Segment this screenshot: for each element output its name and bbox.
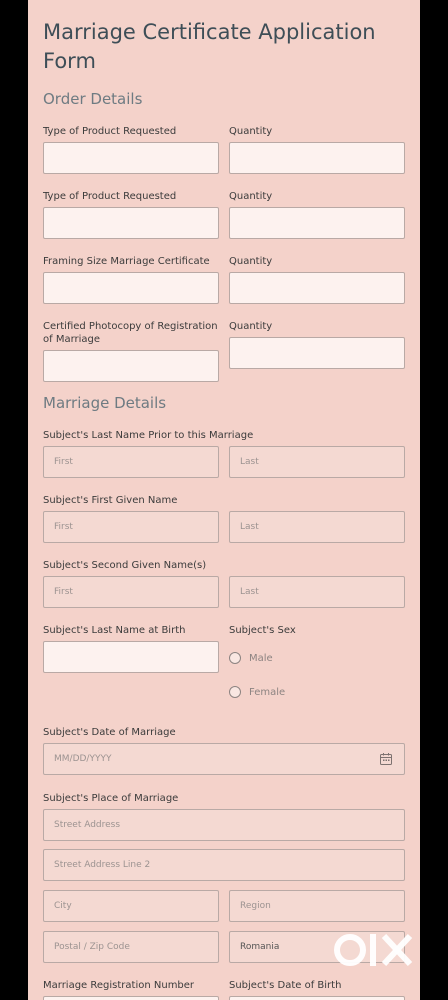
street-address-input[interactable] [43, 809, 405, 841]
sex-option-male[interactable] [229, 652, 273, 664]
product-type-input-1[interactable] [43, 142, 219, 174]
order-details-heading: Order Details [43, 90, 143, 108]
second-given-first-input[interactable] [43, 576, 219, 608]
form-title: Marriage Certificate Application Form [43, 20, 376, 73]
female-radio[interactable] [229, 686, 241, 698]
framing-size-input[interactable] [43, 272, 219, 304]
quantity-input-3[interactable] [229, 272, 405, 304]
quantity-label-4: Quantity [229, 321, 273, 332]
olx-logo [330, 928, 418, 974]
application-form [28, 0, 420, 1000]
marriage-details-heading: Marriage Details [43, 394, 167, 412]
region-input[interactable] [229, 890, 405, 922]
certified-photocopy-label: Certified Photocopy of Registration of Marriage [43, 321, 218, 345]
framing-size-label: Framing Size Marriage Certificate [43, 256, 210, 267]
last-name-prior-label: Subject's Last Name Prior to this Marriage [43, 430, 254, 441]
female-label: Female [249, 686, 286, 698]
quantity-input-4[interactable] [229, 337, 405, 369]
last-name-prior-last-input[interactable] [229, 446, 405, 478]
sex-option-female[interactable] [229, 686, 285, 698]
quantity-input-2[interactable] [229, 207, 405, 239]
last-name-birth-label: Subject's Last Name at Birth [43, 625, 186, 636]
first-given-first-input[interactable] [43, 511, 219, 543]
quantity-label-3: Quantity [229, 256, 273, 267]
place-of-marriage-label: Subject's Place of Marriage [43, 793, 179, 804]
male-label: Male [249, 652, 273, 664]
first-given-name-label: Subject's First Given Name [43, 495, 178, 506]
date-of-birth-input[interactable] [229, 996, 405, 1000]
registration-number-input[interactable] [43, 996, 219, 1000]
city-input[interactable] [43, 890, 219, 922]
quantity-label-1: Quantity [229, 126, 273, 137]
second-given-name-label: Subject's Second Given Name(s) [43, 560, 207, 571]
registration-number-label: Marriage Registration Number [43, 980, 195, 991]
quantity-input-1[interactable] [229, 142, 405, 174]
male-radio[interactable] [229, 652, 241, 664]
date-of-birth-label: Subject's Date of Birth [229, 980, 342, 991]
first-given-last-input[interactable] [229, 511, 405, 543]
product-type-label-2: Type of Product Requested [43, 191, 177, 202]
last-name-birth-input[interactable] [43, 641, 219, 673]
quantity-label-2: Quantity [229, 191, 273, 202]
calendar-icon[interactable] [379, 752, 393, 766]
postal-code-input[interactable] [43, 931, 219, 963]
certified-photocopy-input[interactable] [43, 350, 219, 382]
product-type-label-1: Type of Product Requested [43, 126, 177, 137]
last-name-prior-first-input[interactable] [43, 446, 219, 478]
sex-label: Subject's Sex [229, 625, 296, 636]
product-type-input-2[interactable] [43, 207, 219, 239]
date-of-marriage-label: Subject's Date of Marriage [43, 727, 176, 738]
street-address-line2-input[interactable] [43, 849, 405, 881]
second-given-last-input[interactable] [229, 576, 405, 608]
date-of-marriage-input[interactable] [43, 743, 405, 775]
